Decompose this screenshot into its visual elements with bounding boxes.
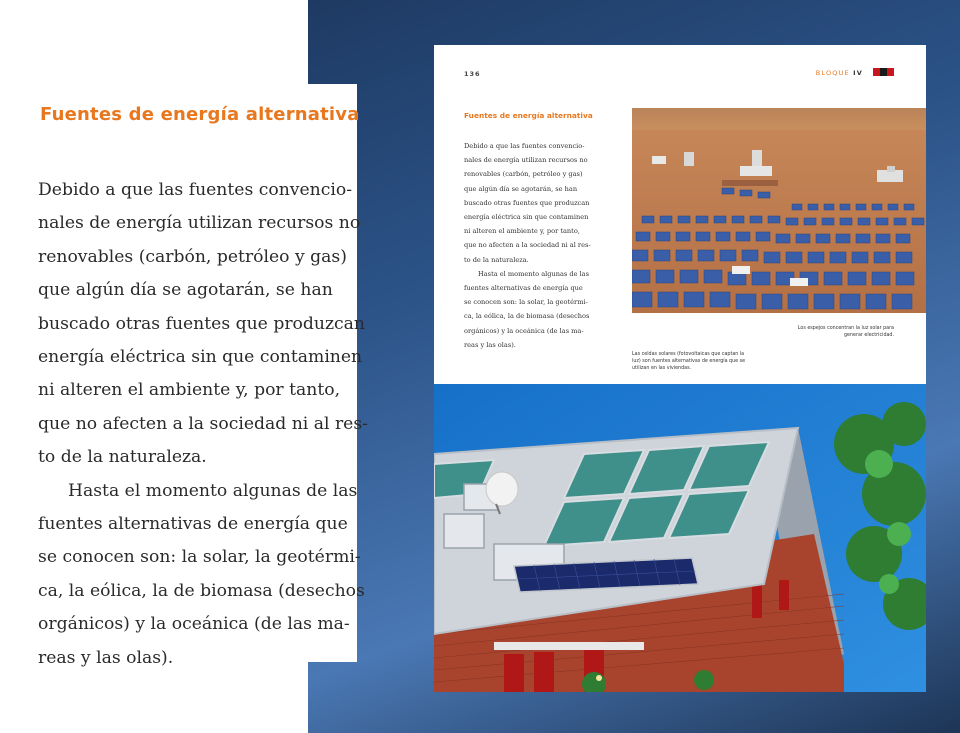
bloque-label bbox=[816, 69, 863, 77]
caption-solar-cells bbox=[632, 351, 772, 372]
text-line: fuentes alternativas de energía que bbox=[38, 514, 348, 535]
text-line: energía eléctrica sin que contaminen bbox=[464, 213, 589, 222]
text-line: orgánicos) y la oceánica (de las ma- bbox=[464, 326, 584, 335]
text-line: buscado otras fuentes que produzcan bbox=[38, 313, 365, 334]
text-line: ca, la eólica, la de biomasa (desechos bbox=[464, 312, 590, 321]
text-line: que no afecten a la sociedad ni al res- bbox=[38, 413, 368, 434]
text-line: se conocen son: la solar, la geotérmi- bbox=[38, 547, 361, 568]
text-line: ni alteren el ambiente y, por tanto, bbox=[38, 380, 341, 401]
bloque-flag-black bbox=[880, 68, 887, 76]
text-line: Hasta el momento algunas de las bbox=[478, 269, 589, 278]
text-line: que no afecten a la sociedad ni al res- bbox=[464, 241, 591, 250]
bloque-flag-red bbox=[873, 68, 880, 76]
caption-line: Los espejos concentran la luz solar para bbox=[797, 326, 894, 331]
text-line: nales de energía utilizan recursos no bbox=[38, 213, 361, 234]
caption-line: utilizan en las viviendas. bbox=[632, 366, 692, 371]
text-line: Debido a que las fuentes convencio- bbox=[464, 142, 585, 150]
caption-line: luz) son fuentes alternativas de energía que se bbox=[632, 359, 746, 364]
solar-field-photo bbox=[632, 108, 926, 313]
zoomed-text-card bbox=[0, 84, 368, 668]
text-line: ca, la eólica, la de biomasa (desechos bbox=[38, 580, 365, 601]
text-line: orgánicos) y la oceánica (de las ma- bbox=[38, 614, 350, 635]
zoomed-paragraph-1 bbox=[38, 174, 368, 675]
caption-mirrors bbox=[734, 325, 894, 339]
text-line: se conocen son: la solar, la geotérmi- bbox=[464, 298, 588, 307]
text-line: que algún día se agotarán, se han bbox=[38, 280, 333, 301]
text-line: reas y las olas). bbox=[464, 340, 516, 349]
text-line: fuentes alternativas de energía que bbox=[464, 284, 583, 293]
text-line: ni alteren el ambiente y, por tanto, bbox=[464, 227, 580, 236]
book-page bbox=[434, 45, 926, 692]
text-line: reas y las olas). bbox=[38, 647, 174, 668]
bloque-number: IV bbox=[853, 69, 863, 77]
page-number: 136 bbox=[464, 70, 481, 78]
text-line: to de la naturaleza. bbox=[38, 447, 207, 468]
text-line: buscado otras fuentes que produzcan bbox=[464, 198, 590, 207]
text-line: Hasta el momento algunas de las bbox=[68, 480, 358, 501]
page-paragraph bbox=[464, 139, 614, 352]
zoomed-title: Fuentes de energía alternativa bbox=[40, 104, 360, 125]
text-line: to de la naturaleza. bbox=[464, 255, 529, 264]
text-line: nales de energía utilizan recursos no bbox=[464, 156, 588, 165]
text-line: renovables (carbón, petróleo y gas) bbox=[38, 246, 347, 267]
text-line: renovables (carbón, petróleo y gas) bbox=[464, 170, 583, 179]
text-line: que algún día se agotarán, se han bbox=[464, 184, 578, 193]
bloque-flag-red-2 bbox=[887, 68, 894, 76]
page-title: Fuentes de energía alternativa bbox=[464, 111, 593, 120]
text-line: energía eléctrica sin que contaminen bbox=[38, 347, 363, 368]
caption-line: Las celdas solares (fotovoltaicas que captan la bbox=[632, 352, 745, 357]
caption-line: generar electricidad. bbox=[844, 333, 894, 338]
text-line: Debido a que las fuentes convencio- bbox=[38, 180, 353, 200]
bloque-word: BLOQUE bbox=[815, 69, 850, 77]
solar-house-photo bbox=[434, 384, 926, 692]
